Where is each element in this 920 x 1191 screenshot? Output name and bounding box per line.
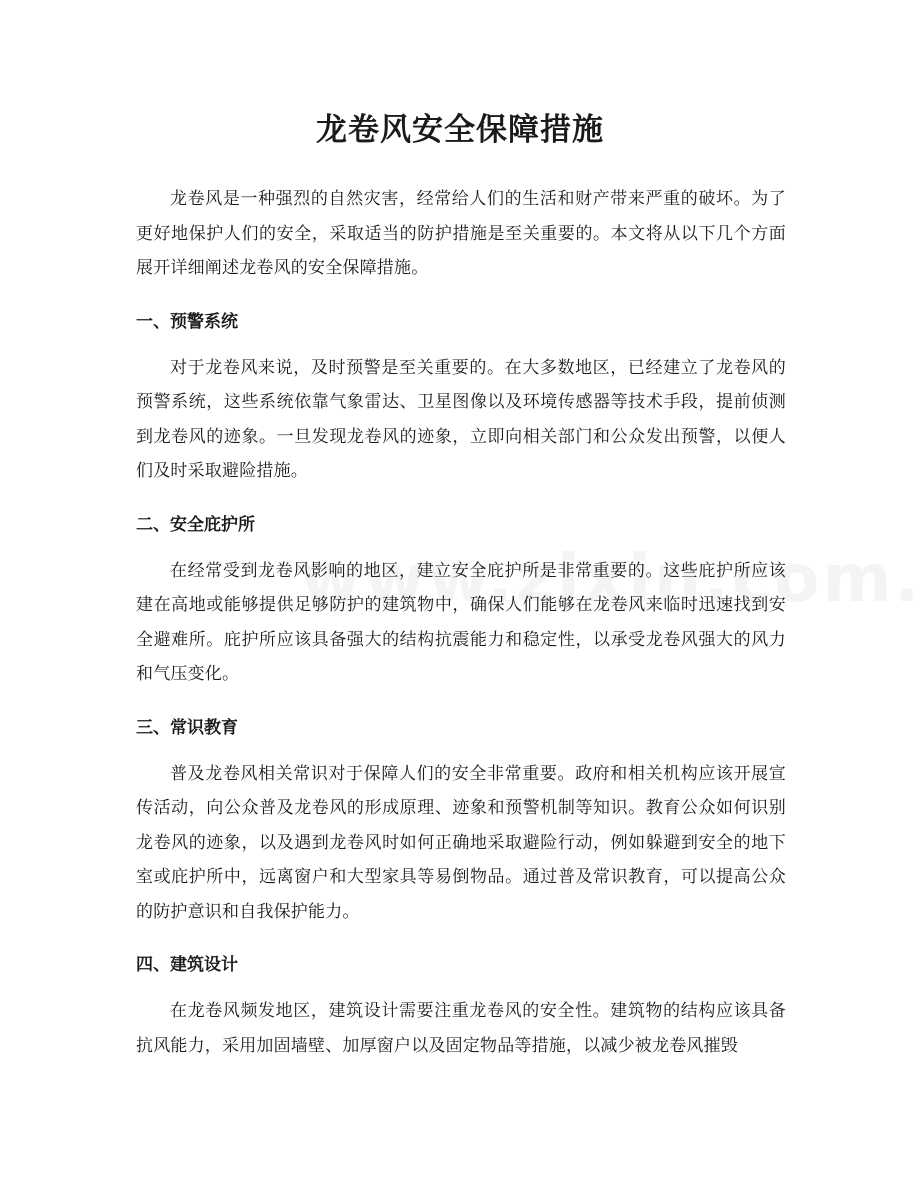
section-body-building-design: 在龙卷风频发地区，建筑设计需要注重龙卷风的安全性。建筑物的结构应该具备抗风能力，采用加固墙壁、加厚窗户以及固定物品等措施，以减少被龙卷风摧毁 — [136, 1001, 786, 1056]
section-body-shelter: 在经常受到龙卷风影响的地区，建立安全庇护所是非常重要的。这些庇护所应该建在高地或能够提供足够防护的建筑物中，确保人们能够在龙卷风来临时迅速找到安全避难所。庇护所应该具备强大的结构抗震能力和稳定性，以承受龙卷风强大的风力和气压变化。 — [136, 560, 786, 684]
section-heading-shelter: 二、安全庇护所 — [136, 514, 255, 535]
intro-paragraph: 龙卷风是一种强烈的自然灾害，经常给人们的生活和财产带来严重的破坏。为了更好地保护人们的安全，采取适当的防护措施是至关重要的。本文将从以下几个方面展开详细阐述龙卷风的安全保障措施。 — [136, 189, 786, 278]
section-heading-warning-system: 一、预警系统 — [136, 311, 238, 332]
document-body — [136, 182, 786, 1063]
document-title: 龙卷风安全保障措施 — [316, 112, 604, 148]
section-heading-education: 三、常识教育 — [136, 717, 238, 738]
section-body-warning-system: 对于龙卷风来说，及时预警是至关重要的。在大多数地区，已经建立了龙卷风的预警系统，这些系统依靠气象雷达、卫星图像以及环境传感器等技术手段，提前侦测到龙卷风的迹象。一旦发现龙卷风的迹象，立即向相关部门和公众发出预警，以便人们及时采取避险措施。 — [136, 357, 786, 481]
section-body-education: 普及龙卷风相关常识对于保障人们的安全非常重要。政府和相关机构应该开展宣传活动，向公众普及龙卷风的形成原理、迹象和预警机制等知识。教育公众如何识别龙卷风的迹象，以及遇到龙卷风时如何正确地采取避险行动，例如躲避到安全的地下室或庇护所中，远离窗户和大型家具等易倒物品。通过普及常识教育，可以提高公众的防护意识和自我保护能力。 — [136, 763, 786, 922]
section-heading-building-design: 四、建筑设计 — [136, 955, 238, 975]
